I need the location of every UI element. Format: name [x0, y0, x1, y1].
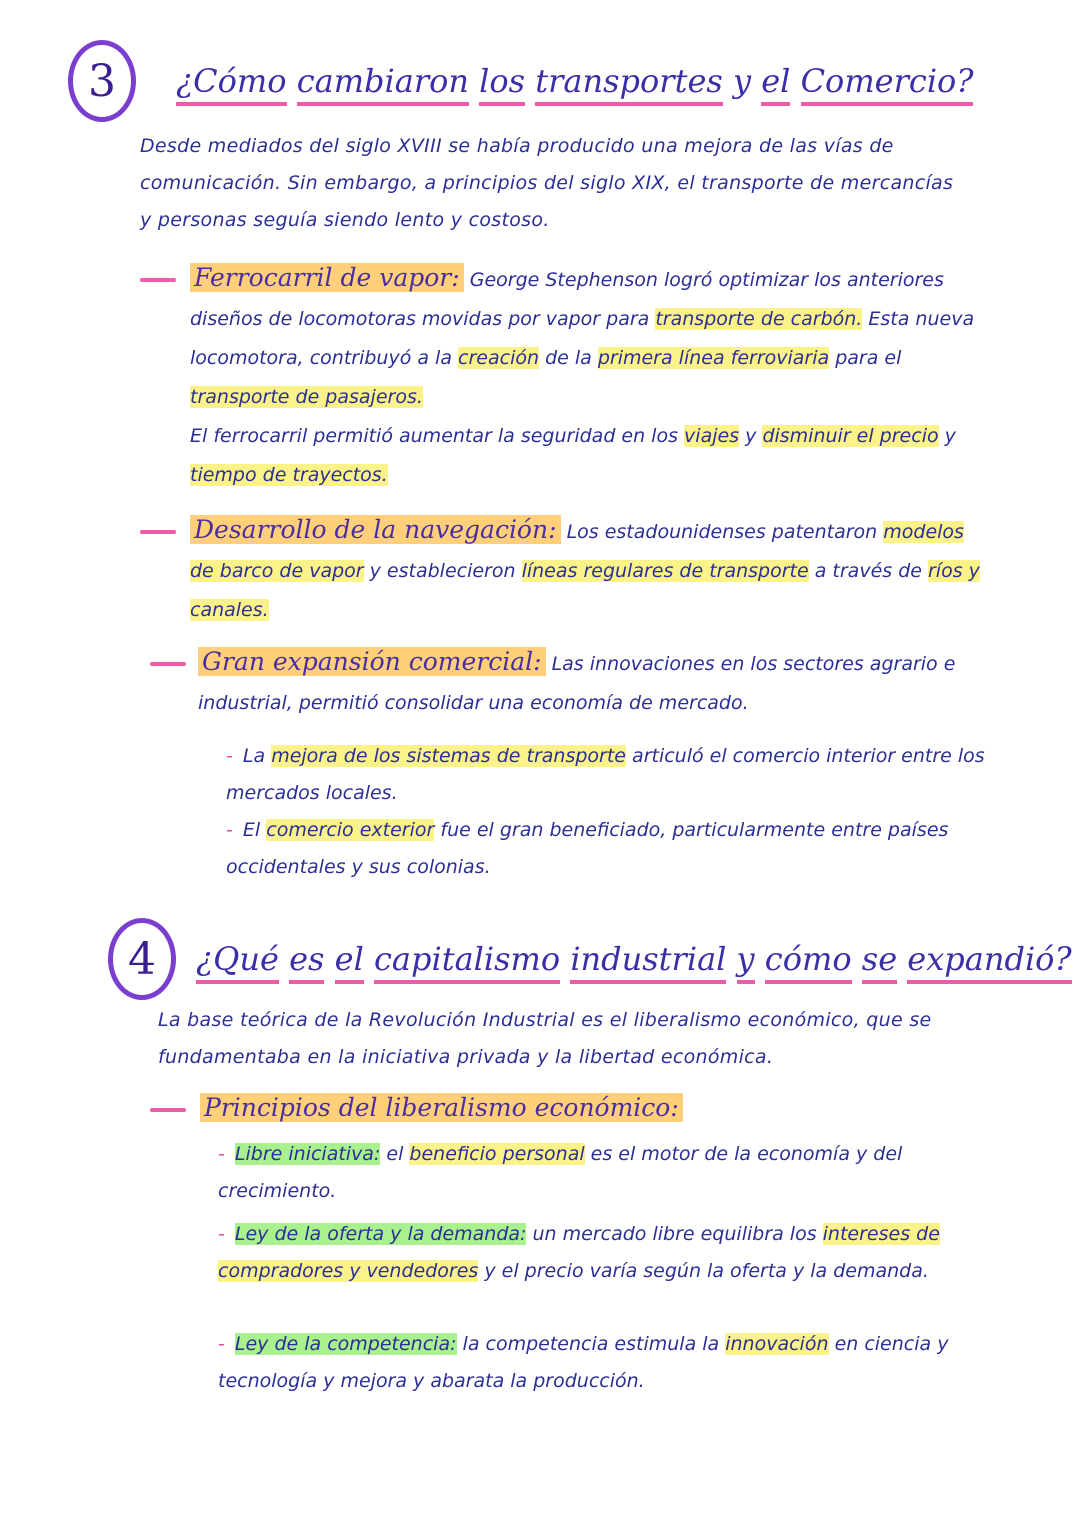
- sub-text: La: [242, 745, 266, 767]
- sub-dash: -: [226, 745, 233, 767]
- sub-highlight: Ley de la competencia:: [234, 1333, 457, 1355]
- sub-highlight: comercio exterior: [266, 819, 435, 841]
- title-word: el: [761, 62, 790, 106]
- sub-text: El: [242, 819, 261, 841]
- item-highlight: transporte de pasajeros.: [190, 386, 423, 408]
- title-word: se: [862, 940, 897, 984]
- title-word: Comercio?: [801, 62, 974, 106]
- item-text: y establecieron: [369, 560, 516, 582]
- principio-oferta-demanda: [218, 1216, 958, 1290]
- bullet-dash: [150, 1108, 186, 1112]
- sub-highlight: intereses de compradores y vendedores: [218, 1223, 940, 1282]
- item-text: George Stephenson logró optimizar los anteriores diseños de locomotoras movidas por vapor para: [190, 269, 944, 330]
- item-highlight: modelos de barco de vapor: [190, 521, 964, 582]
- section-3-number: 3: [88, 55, 116, 107]
- item-highlight: disminuir el precio: [762, 425, 939, 447]
- expansion-sub-2: [226, 812, 986, 886]
- sub-text: el: [386, 1143, 404, 1165]
- principios-heading: [200, 1088, 980, 1130]
- title-word: ¿Cómo: [176, 62, 287, 106]
- item-text: de la: [545, 347, 592, 369]
- title-word: el: [335, 940, 364, 984]
- sub-text: un mercado libre equilibra los: [532, 1223, 817, 1245]
- item-text: y: [944, 425, 956, 447]
- bullet-dash: [150, 662, 186, 666]
- section-3-title: [176, 62, 973, 100]
- section-4-number-circle: [108, 918, 176, 1000]
- title-word: y: [737, 940, 755, 984]
- item-highlight: ríos y canales.: [190, 560, 980, 621]
- title-word: capitalismo: [374, 940, 560, 984]
- title-word: cambiaron: [297, 62, 469, 106]
- section-4-number: 4: [128, 933, 156, 985]
- item-highlight: viajes: [684, 425, 740, 447]
- sub-dash: -: [218, 1333, 225, 1355]
- item-text: y: [745, 425, 757, 447]
- bullet-dash: [140, 278, 176, 282]
- section-3-intro: Desde mediados del siglo XVIII se había producido una mejora de las vías de comunicación. Sin embargo, a principios del siglo XIX, el transporte de mercancías y personas seguía siendo lento y costoso.: [140, 135, 954, 231]
- principio-competencia: [218, 1326, 958, 1400]
- item-highlight: tiempo de trayectos.: [190, 464, 388, 486]
- navegacion-item: [190, 510, 990, 630]
- sub-text: en ciencia y tecnología y mejora y abarata la producción.: [218, 1333, 949, 1392]
- item-heading: Ferrocarril de vapor:: [190, 263, 464, 292]
- sub-dash: -: [218, 1223, 225, 1245]
- item-highlight: primera línea ferroviaria: [597, 347, 830, 369]
- title-word: expandió?: [907, 940, 1071, 984]
- sub-highlight: innovación: [725, 1333, 829, 1355]
- item-highlight: creación: [458, 347, 540, 369]
- section-4-title: [196, 940, 1072, 978]
- sub-highlight: Libre iniciativa:: [234, 1143, 381, 1165]
- sub-dash: -: [218, 1143, 225, 1165]
- sub-text: es el motor de la economía y del crecimiento.: [218, 1143, 903, 1202]
- title-word: los: [479, 62, 525, 106]
- expansion-item: [198, 642, 988, 723]
- sub-highlight: mejora de los sistemas de transporte: [271, 745, 626, 767]
- sub-text: articuló el comercio interior entre los mercados locales.: [226, 745, 985, 804]
- item-text: Las innovaciones en los sectores agrario e industrial, permitió consolidar una economía de mercado.: [198, 653, 956, 714]
- item-heading: Gran expansión comercial:: [198, 647, 546, 676]
- item-text: para el: [835, 347, 902, 369]
- sub-highlight: Ley de la oferta y la demanda:: [234, 1223, 527, 1245]
- title-word: y: [732, 62, 752, 100]
- expansion-sub-1: [226, 738, 986, 812]
- item-text: a través de: [814, 560, 922, 582]
- sub-text: fue el gran beneficiado, particularmente entre países occidentales y sus colonias.: [226, 819, 949, 878]
- item-heading: Principios del liberalismo económico:: [200, 1093, 683, 1122]
- title-word: es: [289, 940, 324, 984]
- item-heading: Desarrollo de la navegación:: [190, 515, 561, 544]
- title-word: cómo: [765, 940, 852, 984]
- title-word: industrial: [570, 940, 726, 984]
- item-text: El ferrocarril permitió aumentar la seguridad en los: [190, 425, 678, 447]
- item-highlight: líneas regulares de transporte: [521, 560, 809, 582]
- sub-dash: -: [226, 819, 233, 841]
- section-3-number-circle: [68, 40, 136, 122]
- title-word: transportes: [535, 62, 723, 106]
- item-text: Los estadounidenses patentaron: [566, 521, 878, 543]
- principio-libre-iniciativa: [218, 1136, 958, 1210]
- sub-text: la competencia estimula la: [462, 1333, 720, 1355]
- sub-text: y el precio varía según la oferta y la demanda.: [484, 1260, 929, 1282]
- title-word: ¿Qué: [196, 940, 279, 984]
- item-text: Esta nueva locomotora, contribuyó a la: [190, 308, 975, 369]
- sub-highlight: beneficio personal: [409, 1143, 585, 1165]
- item-highlight: transporte de carbón.: [655, 308, 863, 330]
- bullet-dash: [140, 530, 176, 534]
- section-4-intro: La base teórica de la Revolución Industrial es el liberalismo económico, que se fundamentaba en la iniciativa privada y la libertad económica.: [158, 1009, 932, 1068]
- ferrocarril-item: [190, 258, 990, 495]
